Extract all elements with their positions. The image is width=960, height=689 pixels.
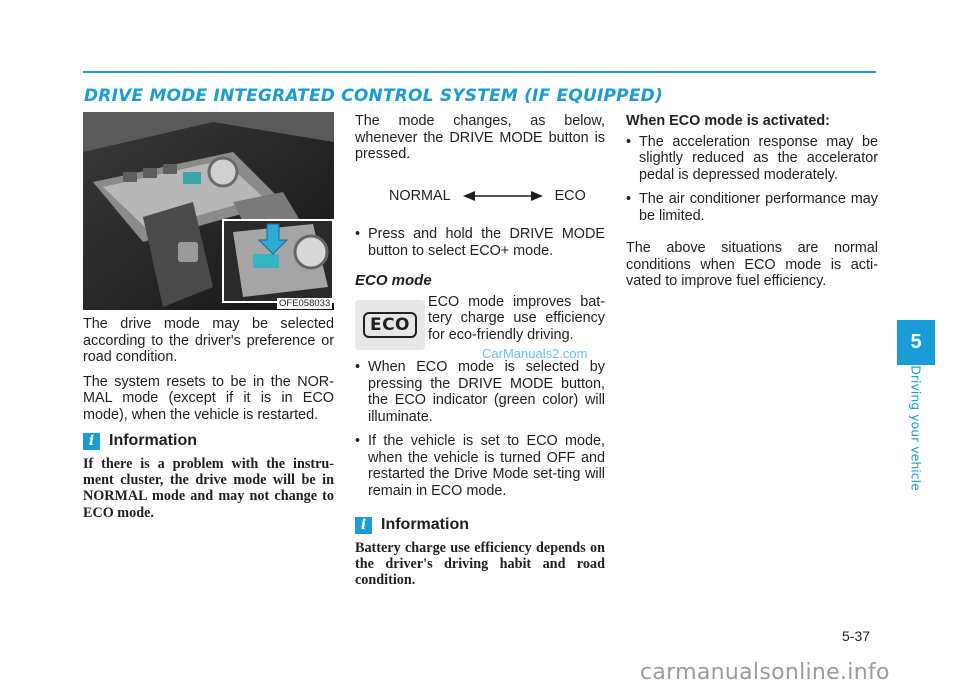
info-title: Information — [381, 516, 469, 534]
list-item: • The air conditioner performance may be limited. — [626, 191, 878, 224]
eco-indicator-icon — [355, 300, 425, 350]
paragraph: The drive mode may be selected according to the driver's preference or road condition. — [83, 316, 334, 365]
info-header — [83, 433, 334, 450]
info-header — [355, 517, 605, 534]
list-item: • Press and hold the DRIVE MODE button to select ECO+ mode. — [355, 226, 605, 259]
right-column — [626, 113, 878, 298]
eco-list — [355, 359, 605, 499]
left-column — [83, 316, 334, 529]
list-item: • If the vehicle is set to ECO mode, when the vehicle is turned OFF and restarted the Drive Mode set-ting will remain in ECO mode. — [355, 433, 605, 499]
info-icon: i — [83, 433, 100, 450]
info-title: Information — [109, 432, 197, 450]
site-watermark: CarManuals2.com — [482, 346, 588, 361]
info-body: Battery charge use efficiency depends on the driver's driving habit and road condition. — [355, 540, 605, 589]
eco-activated-heading: When ECO mode is activated: — [626, 113, 830, 129]
eco-intro — [355, 294, 605, 352]
info-body: If there is a problem with the instru-ment cluster, the drive mode will be in NORMAL mode and may not change to ECO mode. — [83, 456, 334, 521]
header-rule — [83, 71, 876, 73]
press-list — [355, 226, 605, 259]
info-icon: i — [355, 517, 372, 534]
chapter-title: Driving your vehicle — [908, 365, 924, 491]
list-item: • The acceleration response may be slightly reduced as the accelerator pedal is depressed moderately. — [626, 134, 878, 184]
bottom-watermark: carmanualsonline.info — [640, 660, 890, 685]
console-photo — [83, 112, 334, 310]
paragraph: The system resets to be in the NOR-MAL mode (except if it is in ECO mode), when the vehicle is restarted. — [83, 373, 334, 423]
mode-diagram — [389, 188, 605, 205]
mode-eco-label: ECO — [554, 187, 586, 204]
mode-normal-label: NORMAL — [389, 187, 451, 204]
list-item: • When ECO mode is selected by pressing the DRIVE MODE button, the ECO indicator (green color) will illuminate. — [355, 359, 605, 425]
page-number: 5-37 — [842, 628, 871, 644]
eco-description: ECO mode improves bat-tery charge use efficiency for eco-friendly driving. — [428, 293, 605, 343]
eco-badge-label: ECO — [363, 312, 417, 338]
paragraph: The above situations are normal conditions when ECO mode is acti-vated to improve fuel efficiency. — [626, 240, 878, 289]
section-title: DRIVE MODE INTEGRATED CONTROL SYSTEM (IF EQUIPPED) — [84, 86, 663, 106]
chapter-number-tab: 5 — [897, 320, 935, 365]
paragraph: The mode changes, as below, whenever the DRIVE MODE button is pressed. — [355, 113, 605, 162]
photo-caption: OFE058033 — [279, 298, 331, 309]
eco-mode-heading: ECO mode — [355, 272, 432, 289]
double-arrow-icon — [463, 189, 543, 203]
activated-list — [626, 134, 878, 225]
